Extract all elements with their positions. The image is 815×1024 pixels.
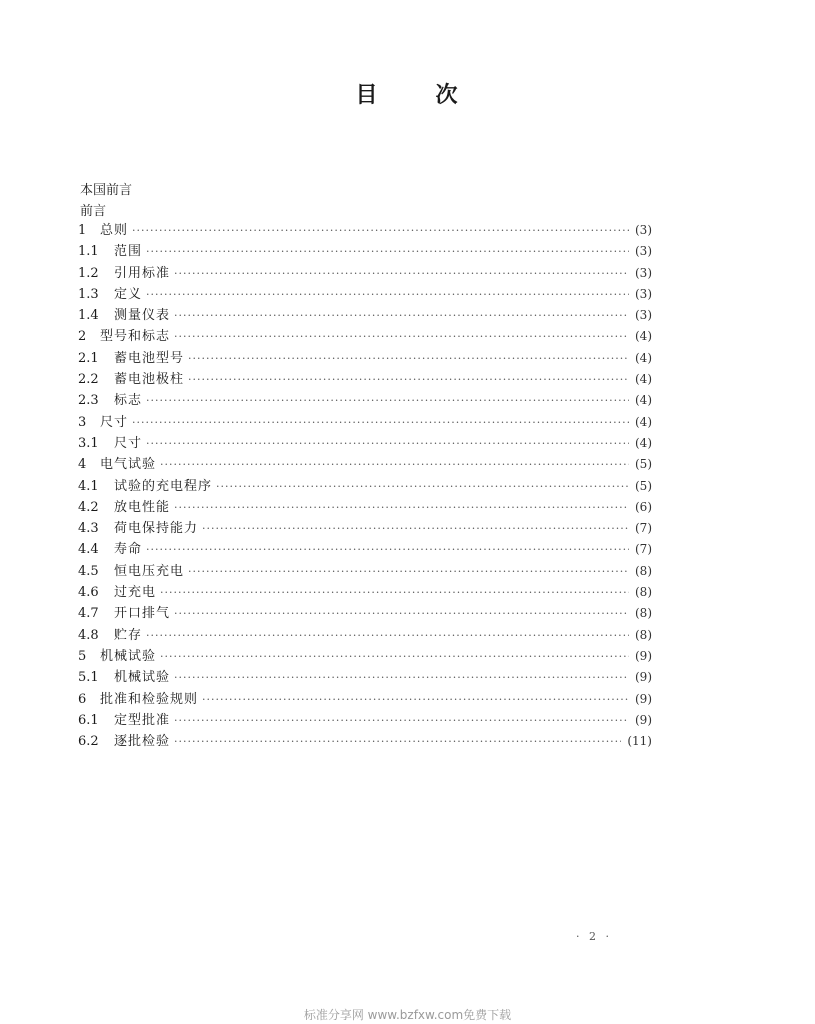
toc-entry-number: 5: [78, 648, 87, 664]
toc-entry-title: 测量仪表: [114, 308, 171, 324]
toc-entry[interactable]: [78, 560, 652, 581]
toc-entry-title: 逐批检验: [114, 734, 171, 750]
toc-entry[interactable]: [78, 347, 652, 368]
toc-entry-title: 放电性能: [114, 499, 171, 515]
toc-entry[interactable]: [78, 645, 652, 666]
toc-entry-page: (7): [635, 521, 652, 536]
toc-entry-page: (3): [635, 308, 652, 323]
toc-entry-page: (8): [635, 563, 652, 578]
toc-entry[interactable]: [78, 496, 652, 517]
toc-entry-title: 过充电: [114, 585, 157, 601]
toc-entry-title: 定义: [114, 286, 143, 302]
toc-entry[interactable]: [78, 709, 652, 730]
toc-entry-title: 机械试验: [100, 648, 157, 664]
toc-leader-dots: [174, 267, 629, 280]
toc-leader-dots: [146, 629, 629, 642]
toc-leader-dots: [146, 543, 629, 556]
toc-entry-title: 蓄电池极柱: [114, 372, 185, 388]
toc-entry-title: 试验的充电程序: [114, 478, 213, 494]
toc-intro-foreword[interactable]: 前言: [80, 204, 107, 219]
toc-entry-number: 3.1: [78, 435, 99, 451]
toc-entry-number: 4.7: [78, 606, 99, 622]
toc-entry-page: (4): [635, 414, 652, 429]
toc-entry-page: (3): [635, 265, 652, 280]
toc-entry-page: (9): [635, 670, 652, 685]
toc-leader-dots: [188, 352, 629, 365]
toc-entry-title: 电气试验: [100, 457, 157, 473]
toc-entry-title: 机械试验: [114, 670, 171, 686]
toc-entry-page: (11): [627, 734, 652, 749]
toc-entry-number: 6.1: [78, 712, 99, 728]
toc-leader-dots: [160, 586, 629, 599]
watermark-footer: 标准分享网 www.bzfxw.com免费下载: [303, 1008, 512, 1022]
toc-entry[interactable]: [78, 219, 652, 240]
toc-entry[interactable]: [78, 475, 652, 496]
toc-leader-dots: [146, 288, 629, 301]
toc-entry[interactable]: [78, 581, 652, 602]
toc-leader-dots: [174, 607, 629, 620]
toc-entry-title: 定型批准: [114, 712, 171, 728]
toc-entry-number: 4.6: [78, 585, 99, 601]
toc-entry-number: 6.2: [78, 734, 99, 750]
toc-entry-number: 2.3: [78, 393, 99, 409]
toc-entry-number: 4: [78, 457, 87, 473]
toc-leader-dots: [174, 501, 629, 514]
toc-leader-dots: [202, 693, 629, 706]
toc-entry-title: 尺寸: [114, 435, 143, 451]
toc-entry-title: 标志: [114, 393, 143, 409]
toc-entry[interactable]: [78, 283, 652, 304]
toc-leader-dots: [146, 245, 629, 258]
toc-leader-dots: [174, 714, 629, 727]
toc-leader-dots: [174, 735, 621, 748]
toc-entry-number: 1.3: [78, 286, 99, 302]
toc-entry-page: (5): [635, 457, 652, 472]
toc-entry-title: 型号和标志: [100, 329, 171, 345]
toc-entry-title: 引用标准: [114, 265, 171, 281]
toc-entry-number: 5.1: [78, 670, 99, 686]
toc-leader-dots: [160, 458, 629, 471]
toc-entry-number: 3: [78, 414, 87, 430]
toc-entry[interactable]: [78, 517, 652, 538]
toc-entry-page: (7): [635, 542, 652, 557]
toc-entry[interactable]: [78, 325, 652, 346]
toc-entry-page: (8): [635, 606, 652, 621]
toc-leader-dots: [132, 224, 629, 237]
toc-entry-page: (9): [635, 691, 652, 706]
toc-entry[interactable]: [78, 389, 652, 410]
toc-leader-dots: [146, 394, 629, 407]
toc-entry-title: 范围: [114, 244, 143, 260]
toc-leader-dots: [160, 650, 629, 663]
toc-leader-dots: [202, 522, 629, 535]
toc-entry[interactable]: [78, 453, 652, 474]
toc-entry-page: (3): [635, 223, 652, 237]
toc-entry-page: (8): [635, 585, 652, 600]
toc-leader-dots: [188, 565, 629, 578]
toc-entry-page: (9): [635, 712, 652, 727]
toc-entry-page: (8): [635, 627, 652, 642]
toc-entry[interactable]: [78, 666, 652, 687]
toc-leader-dots: [174, 330, 629, 343]
toc-entry-page: (4): [635, 350, 652, 365]
toc-entry-number: 6: [78, 691, 87, 707]
toc-entry[interactable]: [78, 730, 652, 751]
toc-entry-page: (3): [635, 286, 652, 301]
toc-entry-page: (3): [635, 244, 652, 259]
toc-entry-number: 4.4: [78, 542, 99, 558]
toc-entry-title: 寿命: [114, 542, 143, 558]
toc-entry-number: 4.2: [78, 499, 99, 515]
toc-entry-number: 1.4: [78, 308, 99, 324]
toc-entry[interactable]: [78, 240, 652, 261]
toc-entry[interactable]: [78, 411, 652, 432]
toc-entry-page: (4): [635, 435, 652, 450]
toc-leader-dots: [132, 416, 629, 429]
page-title: [0, 78, 815, 109]
page-number: · 2 ·: [576, 930, 612, 943]
toc-entry-number: 2.2: [78, 372, 99, 388]
toc-entry-page: (6): [635, 499, 652, 514]
toc-entry-title: 开口排气: [114, 606, 171, 622]
toc-entry[interactable]: [78, 304, 652, 325]
toc-entry[interactable]: [78, 602, 652, 623]
toc-leader-dots: [188, 373, 629, 386]
toc-leader-dots: [146, 437, 629, 450]
toc-entry-title: 贮存: [114, 627, 143, 643]
toc-leader-dots: [174, 671, 629, 684]
toc-entry-number: 1.1: [78, 244, 99, 260]
toc-intro-national-foreword[interactable]: 本国前言: [80, 183, 133, 198]
toc-entry[interactable]: [78, 432, 652, 453]
toc-entry-number: 2: [78, 329, 87, 345]
toc-entry-page: (9): [635, 648, 652, 663]
toc-entry-title: 荷电保持能力: [114, 521, 199, 537]
toc-entry-number: 4.1: [78, 478, 99, 494]
toc-entry[interactable]: [78, 688, 652, 709]
toc-entry-title: 总则: [100, 223, 129, 238]
toc-leader-dots: [216, 480, 629, 493]
toc-entry[interactable]: [78, 262, 652, 283]
toc-entry-number: 4.3: [78, 521, 99, 537]
toc-entry-number: 4.5: [78, 563, 99, 579]
toc-entry-page: (4): [635, 372, 652, 387]
toc-entry[interactable]: [78, 538, 652, 559]
toc-entry-title: 尺寸: [100, 414, 129, 430]
table-of-contents: [78, 219, 652, 751]
toc-entry-page: (4): [635, 329, 652, 344]
toc-entry[interactable]: [78, 624, 652, 645]
toc-entry-number: 1.2: [78, 265, 99, 281]
toc-entry-number: 2.1: [78, 350, 99, 366]
toc-entry-page: (5): [635, 478, 652, 493]
toc-entry-number: 1: [78, 223, 87, 238]
toc-entry-title: 蓄电池型号: [114, 350, 185, 366]
toc-entry[interactable]: [78, 368, 652, 389]
toc-entry-page: (4): [635, 393, 652, 408]
toc-leader-dots: [174, 309, 629, 322]
title-char-2: 次: [435, 83, 460, 108]
toc-entry-title: 恒电压充电: [114, 563, 185, 579]
toc-entry-number: 4.8: [78, 627, 99, 643]
title-char-1: 目: [355, 83, 380, 108]
toc-entry-title: 批准和检验规则: [100, 691, 199, 707]
